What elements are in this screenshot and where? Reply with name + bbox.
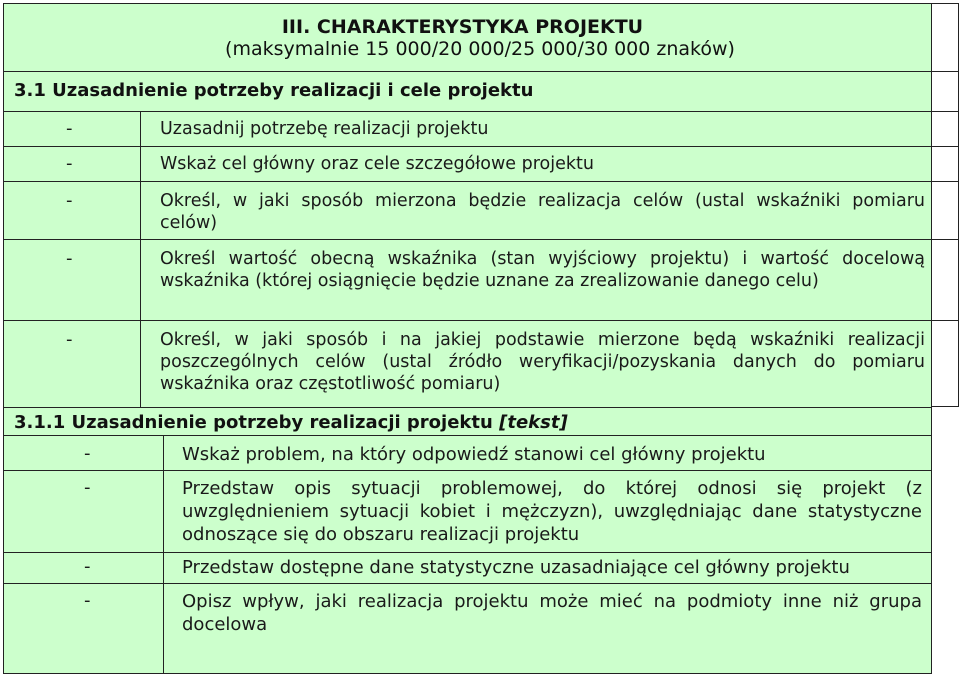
- list-dash: -: [66, 153, 73, 174]
- row-divider: [3, 111, 959, 112]
- list-item-text: Przedstaw dostępne dane statystyczne uzasadniające cel główny projektu: [182, 557, 850, 578]
- section-3-1-1-title: [14, 412, 568, 433]
- list-dash: -: [84, 477, 91, 498]
- row-divider: [3, 407, 932, 408]
- column-divider: [140, 111, 141, 407]
- list-item-text: Wskaż problem, na który odpowiedź stanowi cel główny projektu: [182, 444, 766, 465]
- list-dash: -: [84, 443, 91, 464]
- list-item-text: Przedstaw opis sytuacji problemowej, do której odnosi się projekt (z uwzględnieniem sytuacji kobiet i mężczyzn), uwzględniając dane statystyczne odnoszące się do obszaru realizacji projektu: [182, 478, 922, 545]
- row-divider: [3, 181, 959, 182]
- row-divider: [3, 435, 932, 436]
- list-dash: -: [66, 248, 73, 269]
- row-divider: [3, 320, 959, 321]
- list-item-text: Określ wartość obecną wskaźnika (stan wyjściowy projektu) i wartość docelową wskaźnika (której osiągnięcie będzie uznane za zrealizowanie danego celu): [160, 249, 925, 291]
- list-dash: -: [84, 556, 91, 577]
- section-heading: III. CHARAKTERYSTYKA PROJEKTU: [281, 16, 644, 38]
- list-item-text: Uzasadnij potrzebę realizacji projektu: [160, 119, 489, 139]
- section-3-1-1-title-text: 3.1.1 Uzasadnienie potrzeby realizacji projektu: [14, 412, 493, 433]
- column-divider: [163, 435, 164, 674]
- text-field-marker: [tekst]: [499, 412, 568, 433]
- row-divider: [3, 239, 959, 240]
- row-divider: [3, 583, 932, 584]
- list-item-text: Określ, w jaki sposób mierzona będzie realizacja celów (ustal wskaźniki pomiaru celów): [160, 191, 925, 233]
- character-limit-note: (maksymalnie 15 000/20 000/25 000/30 000 znaków): [225, 38, 735, 60]
- list-dash: -: [66, 190, 73, 211]
- row-divider: [3, 146, 959, 147]
- section-3-1-title: 3.1 Uzasadnienie potrzeby realizacji i cele projektu: [14, 80, 534, 101]
- list-dash: -: [66, 118, 73, 139]
- list-item-text: Opisz wpływ, jaki realizacja projektu może mieć na podmioty inne niż grupa docelowa: [182, 591, 922, 635]
- list-item-text: Określ, w jaki sposób i na jakiej podstawie mierzone będą wskaźniki realizacji poszczególnych celów (ustal źródło weryfikacji/pozyskania danych do pomiaru wskaźnika oraz częstotliwość pomiaru): [160, 330, 925, 394]
- list-item-text: Wskaż cel główny oraz cele szczegółowe projektu: [160, 154, 594, 174]
- list-dash: -: [66, 329, 73, 350]
- row-divider: [3, 71, 959, 72]
- right-margin-column: [932, 3, 959, 407]
- row-divider: [3, 470, 932, 471]
- list-dash: -: [84, 590, 91, 611]
- row-divider: [3, 552, 932, 553]
